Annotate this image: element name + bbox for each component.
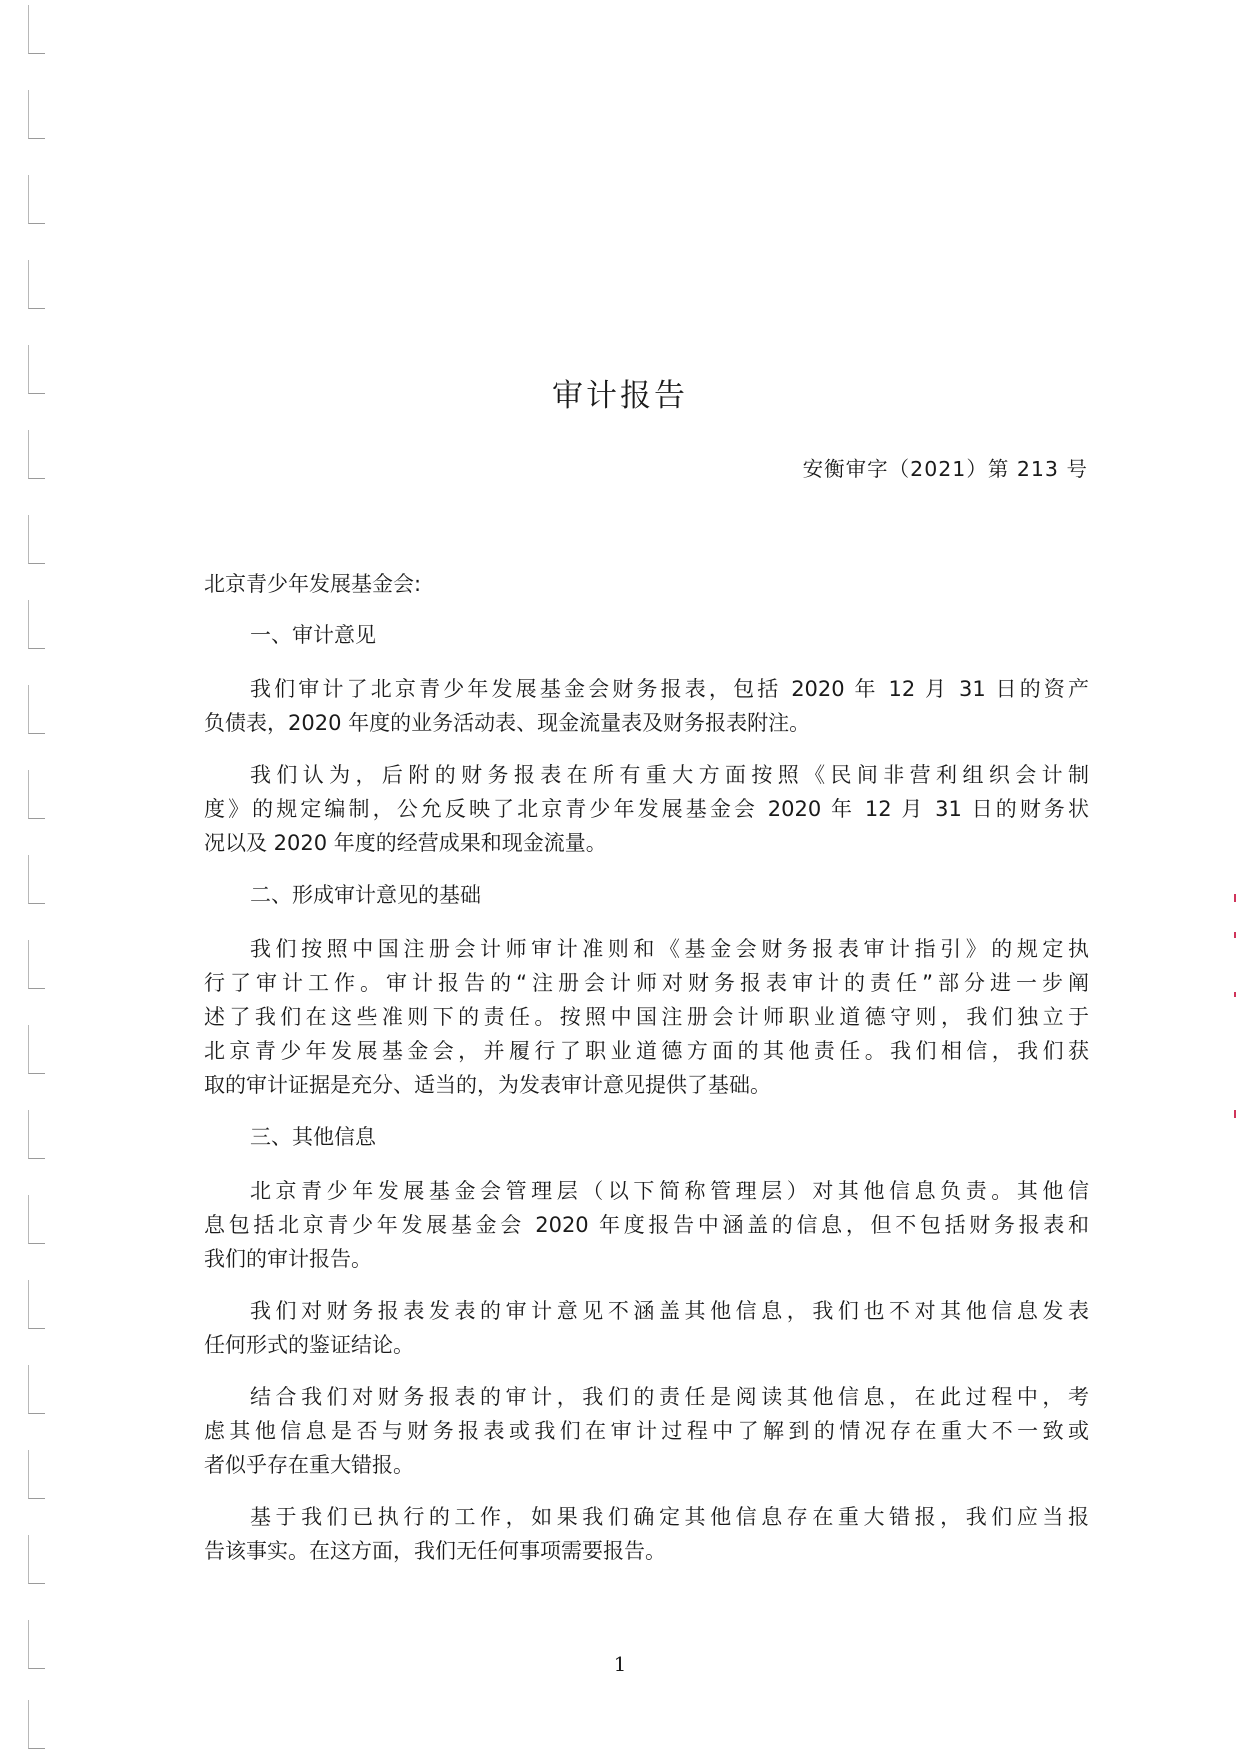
text-line: 度》的规定编制，公允反映了北京青少年发展基金会 2020 年 12 月 31 日的财务状 bbox=[204, 797, 1089, 821]
document-title: 审计报告 bbox=[552, 378, 688, 414]
text-line: 者似乎存在重大错报。 bbox=[204, 1453, 414, 1477]
paragraph bbox=[204, 1174, 1089, 1276]
text-line: 基于我们已执行的工作，如果我们确定其他信息存在重大错报，我们应当报 bbox=[250, 1505, 1089, 1529]
text-line: 我们的审计报告。 bbox=[204, 1247, 372, 1271]
text-line: 我们审计了北京青少年发展基金会财务报表，包括 2020 年 12 月 31 日的资产 bbox=[250, 677, 1089, 701]
section-heading-opinion-basis: 二、形成审计意见的基础 bbox=[250, 883, 481, 907]
section-heading-audit-opinion: 一、审计意见 bbox=[250, 623, 376, 647]
paragraph bbox=[204, 758, 1089, 860]
text-line: 任何形式的鉴证结论。 bbox=[204, 1333, 414, 1357]
page-number: 1 bbox=[613, 1652, 627, 1676]
section-heading-other-information: 三、其他信息 bbox=[250, 1125, 376, 1149]
text-line: 行了审计工作。审计报告的“注册会计师对财务报表审计的责任”部分进一步阐 bbox=[204, 971, 1089, 995]
text-line: 告该事实。在这方面，我们无任何事项需要报告。 bbox=[204, 1539, 666, 1563]
text-line: 我们认为，后附的财务报表在所有重大方面按照《民间非营利组织会计制 bbox=[250, 763, 1089, 787]
paragraph bbox=[204, 1500, 1089, 1568]
text-line: 负债表，2020 年度的业务活动表、现金流量表及财务报表附注。 bbox=[204, 711, 811, 735]
text-line: 取的审计证据是充分、适当的，为发表审计意见提供了基础。 bbox=[204, 1073, 771, 1097]
text-line: 况以及 2020 年度的经营成果和现金流量。 bbox=[204, 831, 607, 855]
text-line: 我们按照中国注册会计师审计准则和《基金会财务报表审计指引》的规定执 bbox=[250, 937, 1089, 961]
text-line: 北京青少年发展基金会管理层（以下简称管理层）对其他信息负责。其他信 bbox=[250, 1179, 1089, 1203]
paragraph bbox=[204, 932, 1089, 1102]
text-line: 述了我们在这些准则下的责任。按照中国注册会计师职业道德守则，我们独立于 bbox=[204, 1005, 1089, 1029]
document-body bbox=[204, 567, 1089, 1586]
paragraph bbox=[204, 1380, 1089, 1482]
document-reference-number: 安衡审字（2021）第 213 号 bbox=[802, 457, 1088, 481]
addressee: 北京青少年发展基金会: bbox=[204, 572, 422, 596]
text-line: 息包括北京青少年发展基金会 2020 年度报告中涵盖的信息，但不包括财务报表和 bbox=[204, 1213, 1089, 1237]
text-line: 北京青少年发展基金会，并履行了职业道德方面的其他责任。我们相信，我们获 bbox=[204, 1039, 1089, 1063]
paragraph bbox=[204, 672, 1089, 740]
text-line: 虑其他信息是否与财务报表或我们在审计过程中了解到的情况存在重大不一致或 bbox=[204, 1419, 1089, 1443]
paragraph bbox=[204, 1294, 1089, 1362]
text-line: 结合我们对财务报表的审计，我们的责任是阅读其他信息，在此过程中，考 bbox=[250, 1385, 1089, 1409]
text-line: 我们对财务报表发表的审计意见不涵盖其他信息，我们也不对其他信息发表 bbox=[250, 1299, 1089, 1323]
